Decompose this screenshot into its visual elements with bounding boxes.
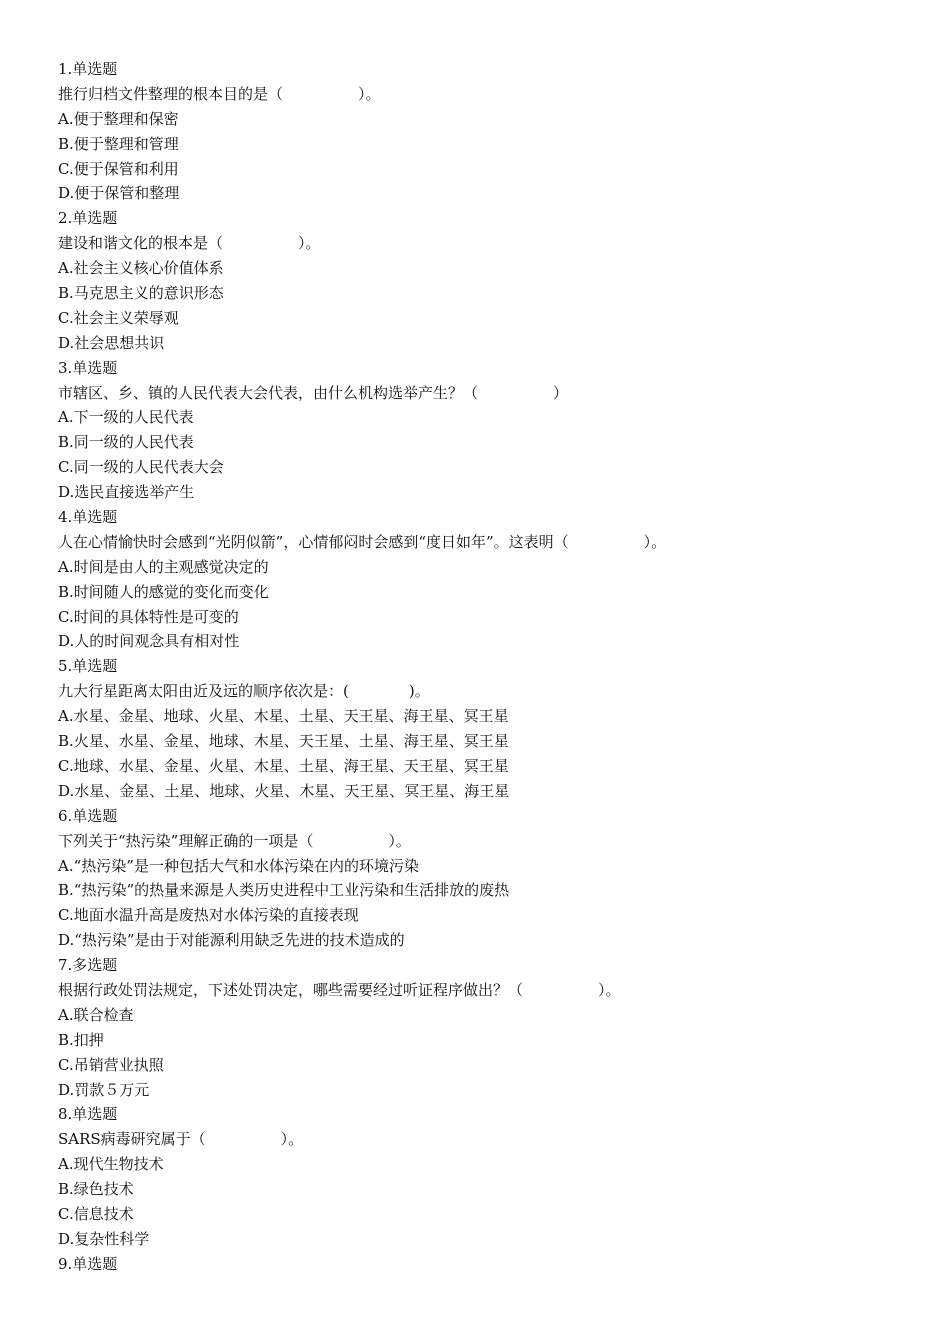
question-6	[58, 804, 918, 953]
option-c: C.时间的具体特性是可变的	[58, 607, 239, 626]
question-header: 4.单选题	[58, 508, 118, 527]
option-c: C.吊销营业执照	[58, 1055, 164, 1074]
option-a: A.下一级的人民代表	[58, 408, 194, 427]
option-a: A.联合检查	[58, 1005, 134, 1024]
option-a: A.社会主义核心价值体系	[58, 259, 224, 278]
question-stem: 人在心情愉快时会感到“光阴似箭”，心情郁闷时会感到“度日如年”。这表明（ ）。	[58, 532, 667, 551]
option-d: D.便于保管和整理	[58, 184, 180, 203]
option-b: B.火星、水星、金星、地球、木星、天王星、土星、海王星、冥王星	[58, 732, 509, 751]
question-stem: 下列关于“热污染”理解正确的一项是（ ）。	[58, 831, 411, 850]
question-stem: 九大行星距离太阳由近及远的顺序依次是：( )。	[58, 682, 430, 701]
option-d: D.“热污染”是由于对能源利用缺乏先进的技术造成的	[58, 931, 405, 950]
option-b: B.时间随人的感觉的变化而变化	[58, 582, 269, 601]
option-a: A.时间是由人的主观感觉决定的	[58, 557, 269, 576]
option-b: B.马克思主义的意识形态	[58, 284, 224, 303]
option-d: D.人的时间观念具有相对性	[58, 632, 240, 651]
option-c: C.信息技术	[58, 1204, 134, 1223]
question-8	[58, 1102, 918, 1251]
question-header: 3.单选题	[58, 358, 118, 377]
question-stem: SARS病毒研究属于（ ）。	[58, 1130, 304, 1149]
option-a: A.便于整理和保密	[58, 109, 179, 128]
option-c: C.同一级的人民代表大会	[58, 458, 224, 477]
question-header: 1.单选题	[58, 60, 118, 78]
option-a: A.水星、金星、地球、火星、木星、土星、天王星、海王星、冥王星	[58, 707, 509, 726]
question-header: 8.单选题	[58, 1105, 118, 1124]
question-stem: 根据行政处罚法规定，下述处罚决定，哪些需要经过听证程序做出？（ ）。	[58, 980, 621, 999]
question-2	[58, 206, 918, 355]
option-a: A.现代生物技术	[58, 1155, 164, 1174]
option-c: C.地球、水星、金星、火星、木星、土星、海王星、天王星、冥王星	[58, 756, 509, 775]
option-b: B.便于整理和管理	[58, 134, 179, 153]
question-header: 7.多选题	[58, 956, 118, 975]
option-c: C.社会主义荣辱观	[58, 308, 179, 327]
option-d: D.社会思想共识	[58, 333, 165, 352]
question-header: 5.单选题	[58, 657, 118, 676]
question-7	[58, 953, 918, 1102]
option-b: B.扣押	[58, 1030, 104, 1049]
option-b: B.绿色技术	[58, 1180, 134, 1199]
question-stem: 建设和谐文化的根本是（ ）。	[58, 234, 321, 253]
option-c: C.地面水温升高是废热对水体污染的直接表现	[58, 906, 359, 925]
option-d: D.罚款５万元	[58, 1080, 150, 1099]
option-d: D.选民直接选举产生	[58, 483, 195, 502]
question-1	[58, 57, 918, 206]
option-d: D.复杂性科学	[58, 1229, 150, 1248]
question-3	[58, 356, 918, 505]
question-5	[58, 654, 918, 803]
option-b: B.“热污染”的热量来源是人类历史进程中工业污染和生活排放的废热	[58, 881, 510, 900]
option-a: A.“热污染”是一种包括大气和水体污染在内的环境污染	[58, 856, 419, 875]
question-header: 9.单选题	[58, 1254, 118, 1273]
question-header: 2.单选题	[58, 209, 118, 228]
question-stem: 市辖区、乡、镇的人民代表大会代表，由什么机构选举产生？（ ）	[58, 383, 569, 402]
question-4	[58, 505, 918, 654]
option-d: D.水星、金星、土星、地球、火星、木星、天王星、冥王星、海王星	[58, 781, 510, 800]
question-header: 6.单选题	[58, 806, 118, 825]
option-b: B.同一级的人民代表	[58, 433, 194, 452]
question-9	[58, 1252, 918, 1277]
option-c: C.便于保管和利用	[58, 159, 179, 178]
exam-page	[58, 57, 918, 1277]
question-stem: 推行归档文件整理的根本目的是（ ）。	[58, 84, 381, 103]
